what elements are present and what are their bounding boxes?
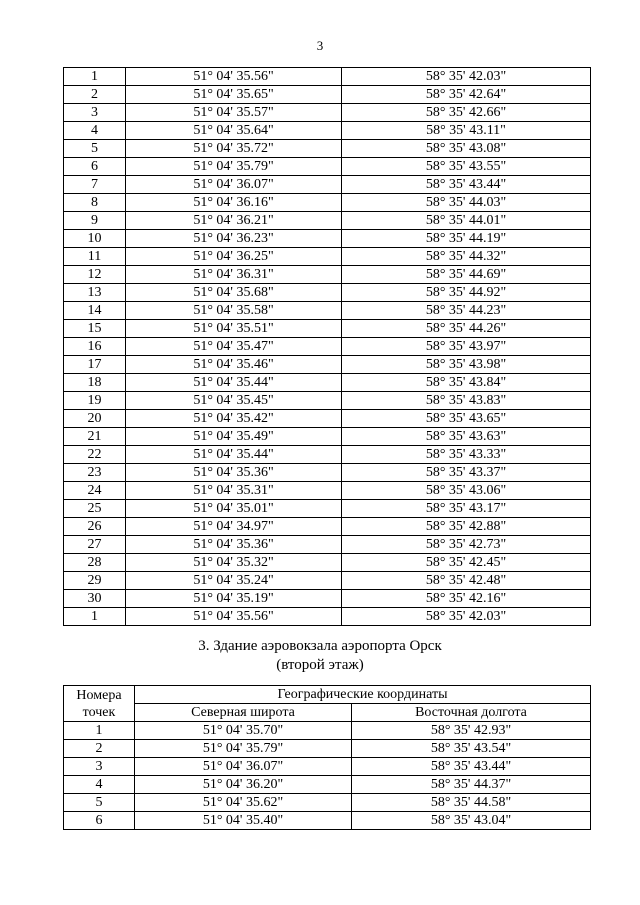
longitude-cell: 58° 35' 43.83" [342, 392, 591, 410]
latitude-cell: 51° 04' 36.20" [135, 776, 352, 794]
latitude-cell: 51° 04' 35.57" [126, 104, 342, 122]
longitude-cell: 58° 35' 43.98" [342, 356, 591, 374]
longitude-cell: 58° 35' 43.17" [342, 500, 591, 518]
section-title-line2: (второй этаж) [276, 657, 364, 673]
latitude-cell: 51° 04' 35.49" [126, 428, 342, 446]
header-longitude: Восточная долгота [352, 704, 591, 722]
longitude-cell: 58° 35' 43.06" [342, 482, 591, 500]
point-number-cell: 14 [64, 302, 126, 320]
latitude-cell: 51° 04' 35.24" [126, 572, 342, 590]
latitude-cell: 51° 04' 35.56" [126, 608, 342, 626]
terminal-table-body [64, 722, 591, 830]
longitude-cell: 58° 35' 43.97" [342, 338, 591, 356]
table-row [64, 266, 591, 284]
latitude-cell: 51° 04' 35.45" [126, 392, 342, 410]
table-row [64, 374, 591, 392]
point-number-cell: 7 [64, 176, 126, 194]
longitude-cell: 58° 35' 44.58" [352, 794, 591, 812]
table-row [64, 248, 591, 266]
table-row [64, 428, 591, 446]
longitude-cell: 58° 35' 43.63" [342, 428, 591, 446]
latitude-cell: 51° 04' 36.07" [135, 758, 352, 776]
longitude-cell: 58° 35' 42.03" [342, 68, 591, 86]
table-row [64, 86, 591, 104]
table-row [64, 140, 591, 158]
latitude-cell: 51° 04' 35.36" [126, 464, 342, 482]
point-number-cell: 22 [64, 446, 126, 464]
coordinates-table-continued [63, 67, 591, 626]
point-number-cell: 24 [64, 482, 126, 500]
table-row [64, 392, 591, 410]
table-row [64, 122, 591, 140]
page-number: 3 [316, 38, 324, 53]
latitude-cell: 51° 04' 35.40" [135, 812, 352, 830]
point-number-cell: 1 [64, 608, 126, 626]
point-number-cell: 13 [64, 284, 126, 302]
latitude-cell: 51° 04' 36.25" [126, 248, 342, 266]
longitude-cell: 58° 35' 43.04" [352, 812, 591, 830]
latitude-cell: 51° 04' 35.51" [126, 320, 342, 338]
point-number-cell: 5 [64, 794, 135, 812]
table-row [64, 590, 591, 608]
longitude-cell: 58° 35' 44.92" [342, 284, 591, 302]
table-row [64, 320, 591, 338]
table-row [64, 536, 591, 554]
latitude-cell: 51° 04' 35.46" [126, 356, 342, 374]
table-header [64, 686, 591, 722]
table-row [64, 794, 591, 812]
longitude-cell: 58° 35' 44.37" [352, 776, 591, 794]
table-row [64, 446, 591, 464]
header-geo-coordinates: Географические координаты [135, 686, 591, 704]
table-row [64, 302, 591, 320]
table-row [64, 758, 591, 776]
point-number-cell: 29 [64, 572, 126, 590]
longitude-cell: 58° 35' 44.03" [342, 194, 591, 212]
point-number-cell: 27 [64, 536, 126, 554]
longitude-cell: 58° 35' 42.66" [342, 104, 591, 122]
header-row [64, 686, 591, 704]
point-number-cell: 4 [64, 122, 126, 140]
table-row [64, 722, 591, 740]
header-latitude: Северная широта [135, 704, 352, 722]
longitude-cell: 58° 35' 42.03" [342, 608, 591, 626]
longitude-cell: 58° 35' 44.32" [342, 248, 591, 266]
longitude-cell: 58° 35' 44.26" [342, 320, 591, 338]
latitude-cell: 51° 04' 35.79" [135, 740, 352, 758]
latitude-cell: 51° 04' 34.97" [126, 518, 342, 536]
point-number-cell: 19 [64, 392, 126, 410]
table-row [64, 776, 591, 794]
point-number-cell: 1 [64, 722, 135, 740]
table-row [64, 410, 591, 428]
longitude-cell: 58° 35' 43.37" [342, 464, 591, 482]
longitude-cell: 58° 35' 43.33" [342, 446, 591, 464]
latitude-cell: 51° 04' 35.56" [126, 68, 342, 86]
longitude-cell: 58° 35' 42.16" [342, 590, 591, 608]
point-number-cell: 11 [64, 248, 126, 266]
point-number-cell: 3 [64, 104, 126, 122]
table-row [64, 230, 591, 248]
point-number-cell: 4 [64, 776, 135, 794]
point-number-cell: 12 [64, 266, 126, 284]
longitude-cell: 58° 35' 42.93" [352, 722, 591, 740]
latitude-cell: 51° 04' 35.68" [126, 284, 342, 302]
latitude-cell: 51° 04' 35.64" [126, 122, 342, 140]
point-number-cell: 2 [64, 740, 135, 758]
header-point-number-line2: точек [82, 704, 116, 720]
table-row [64, 284, 591, 302]
section-title [0, 637, 640, 675]
point-number-cell: 15 [64, 320, 126, 338]
table-row [64, 500, 591, 518]
point-number-cell: 10 [64, 230, 126, 248]
point-number-cell: 18 [64, 374, 126, 392]
latitude-cell: 51° 04' 35.47" [126, 338, 342, 356]
table-row [64, 68, 591, 86]
point-number-cell: 9 [64, 212, 126, 230]
latitude-cell: 51° 04' 36.16" [126, 194, 342, 212]
longitude-cell: 58° 35' 42.73" [342, 536, 591, 554]
table-row [64, 464, 591, 482]
table-row [64, 740, 591, 758]
latitude-cell: 51° 04' 35.36" [126, 536, 342, 554]
longitude-cell: 58° 35' 42.88" [342, 518, 591, 536]
latitude-cell: 51° 04' 36.21" [126, 212, 342, 230]
terminal-coordinates-table [63, 685, 591, 830]
longitude-cell: 58° 35' 42.64" [342, 86, 591, 104]
table-row [64, 212, 591, 230]
longitude-cell: 58° 35' 43.44" [352, 758, 591, 776]
point-number-cell: 30 [64, 590, 126, 608]
point-number-cell: 20 [64, 410, 126, 428]
longitude-cell: 58° 35' 43.55" [342, 158, 591, 176]
latitude-cell: 51° 04' 35.19" [126, 590, 342, 608]
point-number-cell: 6 [64, 158, 126, 176]
table-row [64, 554, 591, 572]
table-row [64, 158, 591, 176]
table-row [64, 572, 591, 590]
header-point-number [64, 686, 135, 722]
latitude-cell: 51° 04' 35.72" [126, 140, 342, 158]
table-row [64, 176, 591, 194]
longitude-cell: 58° 35' 44.69" [342, 266, 591, 284]
point-number-cell: 1 [64, 68, 126, 86]
table-row [64, 482, 591, 500]
longitude-cell: 58° 35' 44.19" [342, 230, 591, 248]
point-number-cell: 21 [64, 428, 126, 446]
table-row [64, 356, 591, 374]
latitude-cell: 51° 04' 35.62" [135, 794, 352, 812]
point-number-cell: 28 [64, 554, 126, 572]
point-number-cell: 16 [64, 338, 126, 356]
point-number-cell: 2 [64, 86, 126, 104]
latitude-cell: 51° 04' 35.70" [135, 722, 352, 740]
longitude-cell: 58° 35' 43.65" [342, 410, 591, 428]
latitude-cell: 51° 04' 35.32" [126, 554, 342, 572]
longitude-cell: 58° 35' 43.11" [342, 122, 591, 140]
point-number-cell: 25 [64, 500, 126, 518]
table-row [64, 608, 591, 626]
table-row [64, 812, 591, 830]
table-row [64, 338, 591, 356]
header-point-number-line1: Номера [76, 687, 122, 703]
longitude-cell: 58° 35' 43.44" [342, 176, 591, 194]
point-number-cell: 26 [64, 518, 126, 536]
section-title-line1: 3. Здание аэровокзала аэропорта Орск [198, 638, 442, 654]
latitude-cell: 51° 04' 35.01" [126, 500, 342, 518]
latitude-cell: 51° 04' 36.31" [126, 266, 342, 284]
latitude-cell: 51° 04' 35.79" [126, 158, 342, 176]
point-number-cell: 5 [64, 140, 126, 158]
latitude-cell: 51° 04' 36.23" [126, 230, 342, 248]
table-row [64, 104, 591, 122]
coordinates-table-body [64, 68, 591, 626]
table-row [64, 194, 591, 212]
table-row [64, 518, 591, 536]
latitude-cell: 51° 04' 35.44" [126, 374, 342, 392]
point-number-cell: 23 [64, 464, 126, 482]
longitude-cell: 58° 35' 42.48" [342, 572, 591, 590]
point-number-cell: 6 [64, 812, 135, 830]
latitude-cell: 51° 04' 35.31" [126, 482, 342, 500]
longitude-cell: 58° 35' 43.84" [342, 374, 591, 392]
longitude-cell: 58° 35' 44.01" [342, 212, 591, 230]
latitude-cell: 51° 04' 35.65" [126, 86, 342, 104]
header-subrow [64, 704, 591, 722]
longitude-cell: 58° 35' 43.08" [342, 140, 591, 158]
point-number-cell: 17 [64, 356, 126, 374]
latitude-cell: 51° 04' 36.07" [126, 176, 342, 194]
point-number-cell: 3 [64, 758, 135, 776]
latitude-cell: 51° 04' 35.58" [126, 302, 342, 320]
latitude-cell: 51° 04' 35.44" [126, 446, 342, 464]
longitude-cell: 58° 35' 42.45" [342, 554, 591, 572]
point-number-cell: 8 [64, 194, 126, 212]
latitude-cell: 51° 04' 35.42" [126, 410, 342, 428]
longitude-cell: 58° 35' 44.23" [342, 302, 591, 320]
longitude-cell: 58° 35' 43.54" [352, 740, 591, 758]
